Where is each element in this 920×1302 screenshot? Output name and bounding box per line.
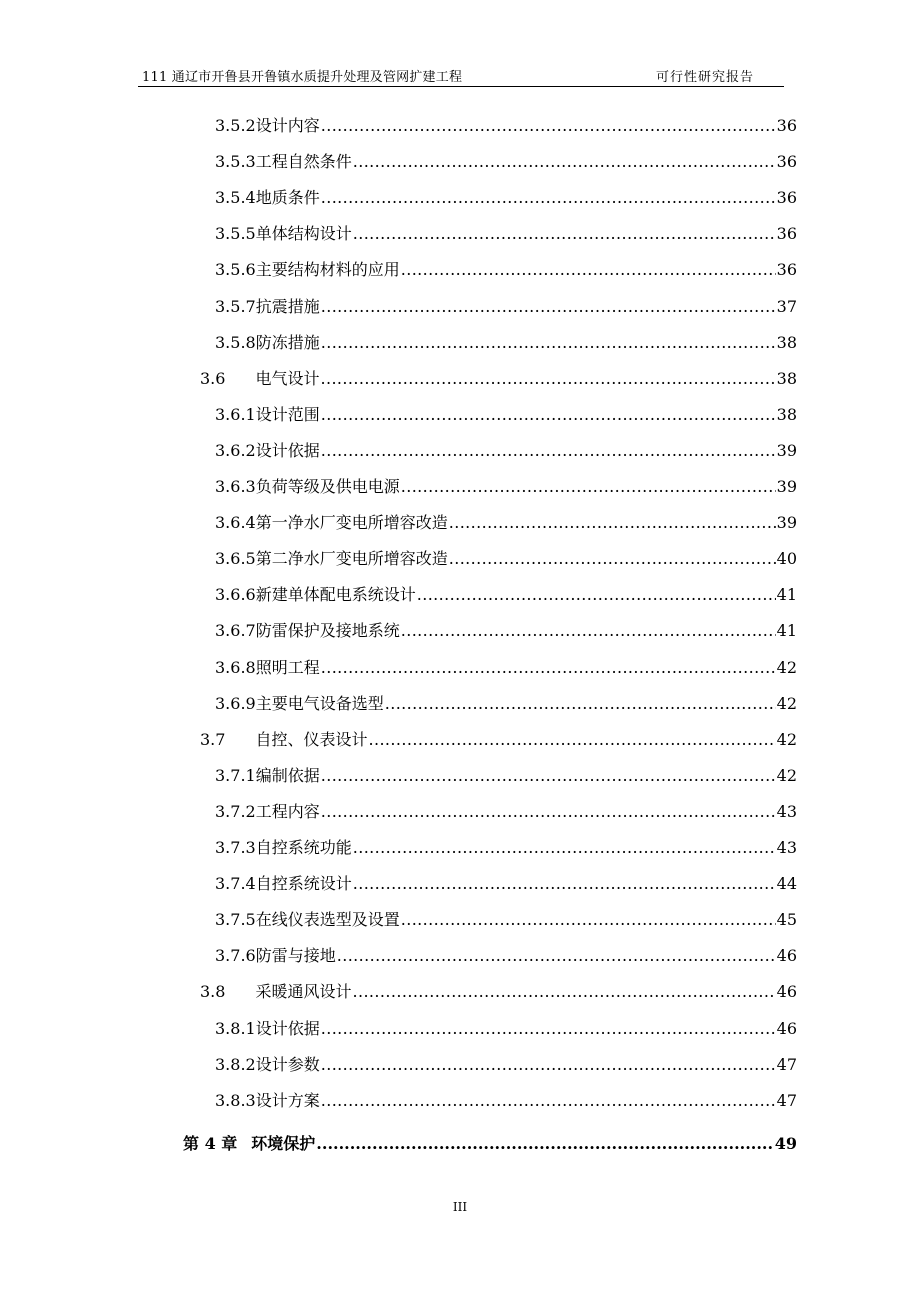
toc-subsection-entry[interactable] — [215, 799, 797, 822]
toc-entry-label: 3.7.3自控系统功能 — [215, 838, 352, 857]
toc-leader-dots — [337, 946, 776, 965]
toc-page-number: 39 — [776, 477, 797, 496]
toc-subsection-entry[interactable] — [215, 474, 797, 497]
header-project-title: 111 通辽市开鲁县开鲁镇水质提升处理及管网扩建工程 — [142, 70, 463, 85]
toc-chapter-entry[interactable] — [183, 1131, 797, 1154]
toc-subsection-entry[interactable] — [215, 438, 797, 461]
toc-subsection-entry[interactable] — [215, 1016, 797, 1039]
toc-page-number: 41 — [776, 585, 797, 605]
toc-subsection-entry[interactable] — [215, 257, 797, 280]
toc-subsection-entry[interactable] — [215, 402, 797, 425]
toc-entry-label: 3.8.2设计参数 — [215, 1054, 320, 1074]
toc-entry-number: 3.7 — [200, 729, 226, 749]
toc-leader-dots — [417, 585, 776, 604]
toc-page-number: 46 — [776, 982, 797, 1002]
toc-entry-label: 3.6.8照明工程 — [215, 657, 320, 677]
toc-subsection-entry[interactable] — [215, 1052, 797, 1075]
toc-page-number: 43 — [776, 838, 797, 857]
toc-page-number: 46 — [776, 946, 797, 966]
toc-entry-label: 3.8.1设计依据 — [215, 1018, 320, 1038]
toc-page-number: 47 — [776, 1090, 797, 1110]
toc-page-number: 38 — [776, 332, 797, 352]
toc-entry-label: 3.6.4第一净水厂变电所增容改造 — [215, 513, 448, 533]
toc-entry-label: 3.6.2设计依据 — [215, 440, 320, 460]
toc-page-number: 42 — [776, 729, 797, 749]
toc-entry-title: 自控、仪表设计 — [255, 729, 368, 749]
toc-page-number: 40 — [776, 549, 797, 569]
toc-leader-dots — [353, 874, 776, 893]
toc-entry-title: 环境保护 — [251, 1133, 316, 1153]
toc-leader-dots — [385, 694, 776, 713]
toc-page-number: 42 — [776, 693, 797, 713]
toc-entry-label — [200, 979, 351, 1002]
toc-page-number: 47 — [776, 1054, 797, 1074]
toc-subsection-entry[interactable] — [215, 113, 797, 136]
toc-page-number: 46 — [776, 1018, 797, 1038]
toc-subsection-entry[interactable] — [215, 691, 797, 714]
toc-entry-label: 3.7.5在线仪表选型及设置 — [215, 910, 400, 930]
toc-entry-label: 3.5.8防冻措施 — [215, 332, 320, 352]
toc-leader-dots — [321, 802, 776, 821]
toc-page-number: 36 — [776, 116, 797, 135]
page-header — [138, 64, 784, 87]
toc-page-number: 41 — [776, 621, 797, 641]
toc-entry-label: 3.5.6主要结构材料的应用 — [215, 260, 400, 280]
toc-leader-dots — [368, 730, 775, 749]
toc-entry-label: 3.6.6新建单体配电系统设计 — [215, 585, 416, 605]
toc-subsection-entry[interactable] — [215, 943, 797, 966]
toc-entry-label: 3.7.1编制依据 — [215, 765, 320, 785]
toc-leader-dots — [321, 1019, 776, 1038]
toc-subsection-entry[interactable] — [215, 871, 797, 894]
toc-page-number: 39 — [776, 513, 797, 533]
toc-page-number: 36 — [776, 260, 797, 280]
toc-subsection-entry[interactable] — [215, 763, 797, 786]
toc-leader-dots — [353, 152, 776, 171]
toc-page-number: 36 — [776, 188, 797, 208]
toc-entry-label — [200, 366, 319, 389]
toc-entry-label: 3.8.3设计方案 — [215, 1090, 320, 1110]
toc-leader-dots — [449, 513, 776, 532]
header-report-type: 可行性研究报告 — [655, 70, 754, 85]
toc-leader-dots — [321, 405, 776, 424]
toc-page-number: 37 — [776, 296, 797, 316]
toc-leader-dots — [401, 910, 776, 929]
toc-subsection-entry[interactable] — [215, 835, 797, 858]
toc-entry-label: 3.7.4自控系统设计 — [215, 874, 352, 894]
toc-subsection-entry[interactable] — [215, 330, 797, 353]
toc-page-number: 49 — [774, 1133, 797, 1153]
toc-subsection-entry[interactable] — [215, 149, 797, 172]
toc-entry-title: 电气设计 — [255, 368, 320, 388]
toc-leader-dots — [320, 369, 775, 388]
toc-leader-dots — [401, 477, 776, 496]
toc-subsection-entry[interactable] — [215, 510, 797, 533]
toc-entry-label: 3.5.4地质条件 — [215, 188, 320, 208]
toc-subsection-entry[interactable] — [215, 907, 797, 930]
toc-entry-label: 3.6.3负荷等级及供电电源 — [215, 477, 400, 496]
toc-page-number: 43 — [776, 801, 797, 821]
toc-entry-number: 第 4 章 — [183, 1133, 238, 1153]
toc-entry-title: 采暖通风设计 — [255, 982, 352, 1002]
toc-subsection-entry[interactable] — [215, 582, 797, 605]
toc-leader-dots — [321, 1091, 776, 1110]
toc-leader-dots — [321, 658, 776, 677]
toc-leader-dots — [321, 333, 776, 352]
toc-page-number: 42 — [776, 657, 797, 677]
toc-entry-label: 3.5.5单体结构设计 — [215, 224, 352, 244]
toc-subsection-entry[interactable] — [215, 546, 797, 569]
toc-leader-dots — [401, 260, 776, 279]
toc-page-number: 44 — [776, 874, 797, 894]
toc-entry-label: 3.6.1设计范围 — [215, 404, 320, 424]
toc-subsection-entry[interactable] — [215, 185, 797, 208]
toc-leader-dots — [321, 297, 776, 316]
toc-leader-dots — [321, 116, 776, 135]
toc-page-number: 36 — [776, 224, 797, 244]
toc-section-entry[interactable] — [200, 979, 797, 1002]
toc-entry-label: 3.6.9主要电气设备选型 — [215, 693, 384, 713]
toc-entry-label: 3.5.3工程自然条件 — [215, 152, 352, 172]
toc-leader-dots — [321, 441, 776, 460]
toc-subsection-entry[interactable] — [215, 655, 797, 678]
toc-page-number: 38 — [776, 404, 797, 424]
toc-entry-label: 3.6.7防雷保护及接地系统 — [215, 621, 400, 641]
toc-page-number: 38 — [776, 368, 797, 388]
toc-entry-label: 3.5.7抗震措施 — [215, 296, 320, 316]
toc-subsection-entry[interactable] — [215, 294, 797, 317]
toc-entry-number: 3.8 — [200, 982, 226, 1002]
toc-section-entry[interactable] — [200, 366, 797, 389]
toc-page-number: 39 — [776, 440, 797, 460]
toc-subsection-entry[interactable] — [215, 221, 797, 244]
toc-page-number: 42 — [776, 765, 797, 785]
toc-leader-dots — [321, 1055, 776, 1074]
toc-subsection-entry[interactable] — [215, 1088, 797, 1111]
toc-entry-label: 3.7.6防雷与接地 — [215, 946, 336, 966]
toc-leader-dots — [352, 982, 775, 1001]
toc-leader-dots — [401, 621, 776, 640]
toc-leader-dots — [321, 766, 776, 785]
toc-leader-dots — [353, 838, 776, 857]
toc-leader-dots — [449, 549, 776, 568]
toc-page-number: 36 — [776, 152, 797, 172]
toc-leader-dots — [321, 188, 776, 207]
toc-entry-label: 3.6.5第二净水厂变电所增容改造 — [215, 549, 448, 569]
toc-leader-dots — [353, 224, 776, 243]
toc-entry-label: 3.5.2设计内容 — [215, 116, 320, 135]
toc-entry-label — [183, 1131, 315, 1154]
toc-section-entry[interactable] — [200, 727, 797, 750]
toc-page-number: 45 — [776, 910, 797, 930]
page-number: III — [452, 1200, 468, 1214]
toc-leader-dots — [316, 1134, 773, 1153]
toc-entry-number: 3.6 — [200, 368, 226, 388]
toc-entry-label — [200, 727, 367, 750]
toc-entry-label: 3.7.2工程内容 — [215, 801, 320, 821]
toc-subsection-entry[interactable] — [215, 618, 797, 641]
